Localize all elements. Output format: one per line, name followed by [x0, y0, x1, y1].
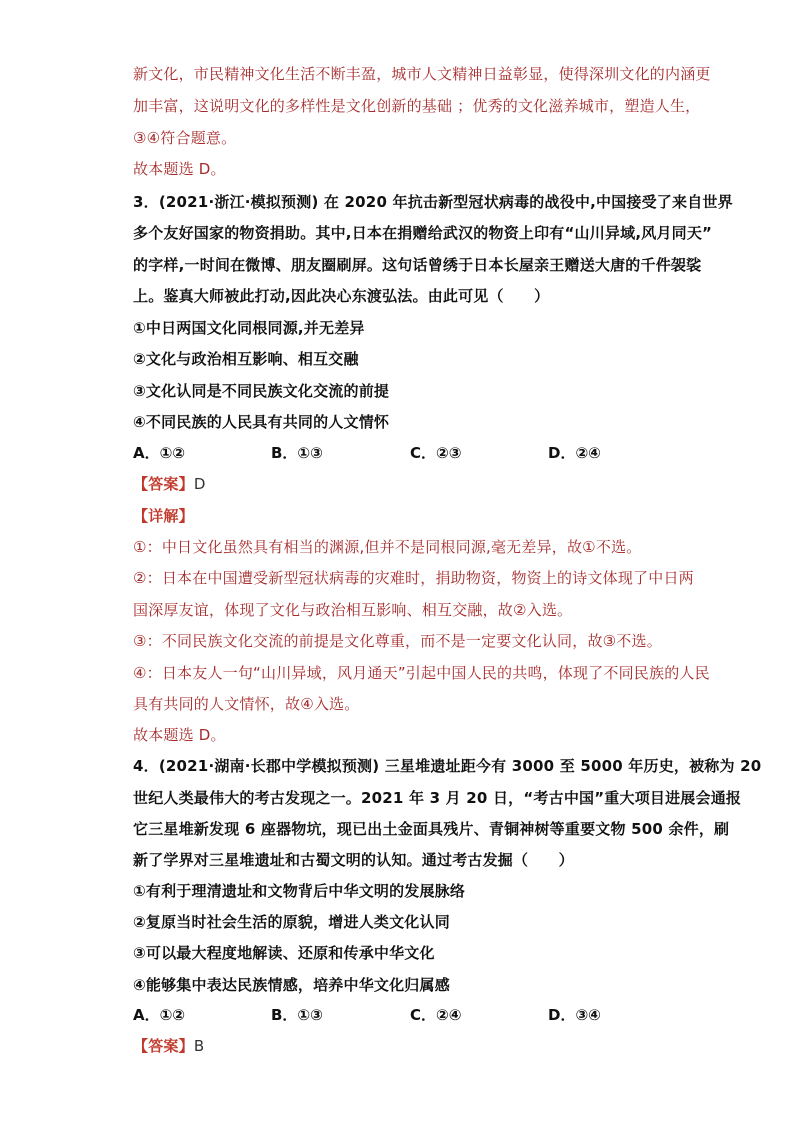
q3-detail-2b: 国深厚友谊，体现了文化与政治相互影响、相互交融，故②入选。: [133, 601, 573, 619]
q4-statement-2: ②复原当时社会生活的原貌，增进人类文化认同: [133, 913, 450, 931]
q3-statement-1: ①中日两国文化同根同源,并无差异: [133, 319, 365, 337]
q3-stem-line-3: 的字样,一时间在微博、朋友圈刷屏。这句话曾绣于日本长屋亲王赠送大唐的千件袈裟: [133, 256, 702, 274]
q3-detail-heading: [133, 506, 663, 526]
q4-statement-3: ③可以最大程度地解读、还原和传承中华文化: [133, 944, 435, 962]
q3-stem-line-2: 多个友好国家的物资捐助。其中,日本在捐赠给武汉的物资上印有“山川异域,风月同天”: [133, 224, 713, 242]
q4-answer-tag: 【答案】: [133, 1037, 194, 1055]
q4-stem-line-1: 4．(2021·湖南·长郡中学模拟预测) 三星堆遗址距今有 3000 至 5000 年历史，被称为 20: [133, 757, 762, 775]
q4-statement-4: ④能够集中表达民族情感，培养中华文化归属感: [133, 976, 450, 994]
q3-answer: [133, 474, 663, 494]
q3-detail-4a: ④：日本友人一句“山川异域，风月通天”引起中国人民的共鸣，体现了不同民族的人民: [133, 664, 710, 682]
q3-statement-4: ④不同民族的人民具有共同的人文情怀: [133, 413, 390, 431]
q3-answer-value: D: [193, 475, 206, 493]
q4-stem-line-4: 新了学界对三星堆遗址和古蜀文明的认知。通过考古发掘（ ）: [133, 851, 574, 869]
q3-detail-2a: ②：日本在中国遭受新型冠状病毒的灾难时，捐助物资，物资上的诗文体现了中日两: [133, 569, 694, 587]
intro-conclusion: 故本题选 D。: [133, 160, 226, 178]
intro-line-1: 新文化，市民精神文化生活不断丰盈，城市人文精神日益彰显，使得深圳文化的内涵更: [133, 65, 711, 83]
q3-conclusion: 故本题选 D。: [133, 726, 226, 744]
q3-option-c: C．②③: [410, 444, 462, 462]
q4-answer-value: B: [193, 1037, 205, 1055]
q3-answer-tag: 【答案】: [133, 475, 194, 493]
q3-detail-tag: 【详解】: [133, 507, 194, 525]
q3-option-b: B．①③: [271, 444, 323, 462]
q4-option-b: B．①③: [271, 1006, 323, 1024]
q3-statement-2: ②文化与政治相互影响、相互交融: [133, 350, 359, 368]
intro-line-3: ③④符合题意。: [133, 129, 237, 147]
q3-detail-1: ①：中日文化虽然具有相当的渊源,但并不是同根同源,毫无差异，故①不选。: [133, 538, 642, 556]
q4-option-a: A．①②: [133, 1006, 186, 1024]
q3-option-a: A．①②: [133, 444, 186, 462]
q3-detail-4b: 具有共同的人文情怀，故④入选。: [133, 695, 360, 713]
intro-line-2: 加丰富，这说明文化的多样性是文化创新的基础 ；优秀的文化滋养城市，塑造人生，: [133, 97, 701, 115]
q4-answer: [133, 1036, 663, 1056]
q4-option-c: C．②④: [410, 1006, 462, 1024]
q4-option-d: D．③④: [548, 1006, 601, 1024]
q4-statement-1: ①有利于理清遗址和文物背后中华文明的发展脉络: [133, 882, 466, 900]
q3-option-d: D．②④: [548, 444, 601, 462]
q4-stem-line-3: 它三星堆新发现 6 座器物坑，现已出土金面具残片、青铜神树等重要文物 500 余件，刷: [133, 820, 730, 838]
q3-stem-line-1: 3．(2021·浙江·模拟预测) 在 2020 年抗击新型冠状病毒的战役中,中国接受了来自世界: [133, 193, 733, 211]
q4-stem-line-2: 世纪人类最伟大的考古发现之一。2021 年 3 月 20 日，“考古中国”重大项目进展会通报: [133, 789, 742, 807]
q3-detail-3: ③：不同民族文化交流的前提是文化尊重，而不是一定要文化认同，故③不选。: [133, 632, 662, 650]
q3-stem-line-4: 上。鉴真大师被此打动,因此决心东渡弘法。由此可见（ ）: [133, 287, 550, 305]
q3-statement-3: ③文化认同是不同民族文化交流的前提: [133, 382, 390, 400]
